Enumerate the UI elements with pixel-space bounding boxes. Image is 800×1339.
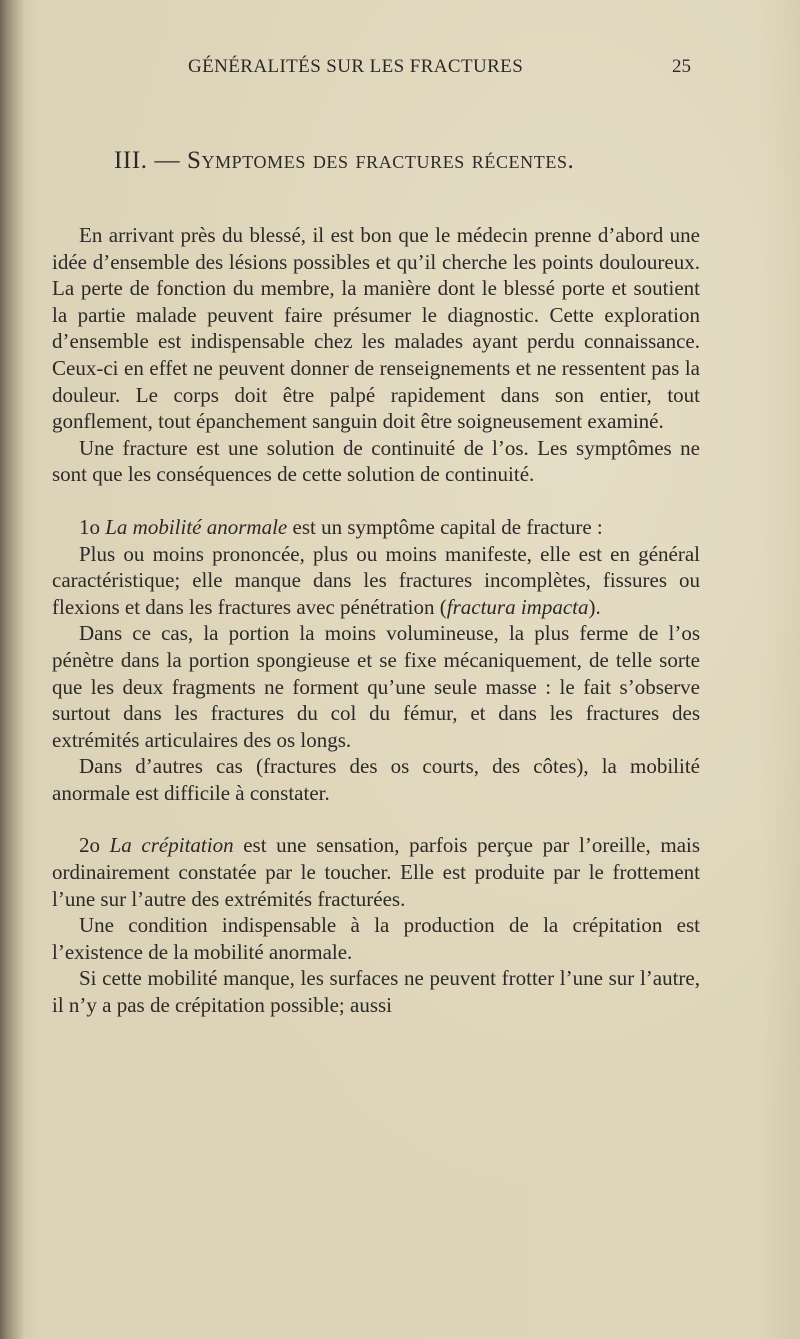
item-number: 1o <box>79 514 100 539</box>
paragraph-crepitation: 2o La crépitation est une sensation, parfois perçue par l’oreille, mais ordinairement constatée par le toucher. Elle est produite par le frottement l’une sur l’autre des extrémités fracturées. <box>52 833 701 911</box>
paragraph: Une fracture est une solution de continuité de l’os. Les symptômes ne sont que les conséquences de cette solution de continuité. <box>52 435 700 487</box>
section-dash: — <box>154 147 181 174</box>
page-gutter-shadow <box>0 0 24 1339</box>
paragraph-mobilite: 1o La mobilité anormale est un symptôme capital de fracture : <box>79 514 603 539</box>
section-title: Symptomes des fractures récentes. <box>186 147 575 174</box>
term-crepitation: La crépitation <box>109 833 234 858</box>
running-title: GÉNÉRALITÉS SUR LES FRACTURES <box>188 56 524 77</box>
paragraph: Dans d’autres cas (fractures des os courts, des côtes), la mobilité anormale est difficile à constater. <box>52 754 700 805</box>
term-fractura-impacta: fractura impacta <box>446 594 589 619</box>
page-header <box>0 56 800 82</box>
body-text <box>52 222 700 1019</box>
paragraph: En arrivant près du blessé, il est bon que le médecin prenne d’abord une idée d’ensemble des lésions possibles et qu’il cherche les points douloureux. La perte de fonction du membre, la manière dont le blessé porte et soutient la partie malade peuvent faire présumer le diagnostic. Cette exploration d’ensemble est indispensable chez les malades ayant perdu connaissance. Ceux-ci en effet ne peuvent donner de renseignements et ne ressentent pas la douleur. Le corps doit être palpé rapidement dans son entier, tout gonflement, tout épanchement sanguin doit être soigneusement examiné. <box>52 223 700 434</box>
section-number: III. <box>114 147 148 174</box>
paragraph: Si cette mobilité manque, les surfaces ne peuvent frotter l’une sur l’autre, il n’y a pas de crépitation possible; aussi <box>52 966 700 1018</box>
page-number: 25 <box>672 56 691 77</box>
term-mobilite-anormale: La mobilité anormale <box>105 514 288 539</box>
item-number: 2o <box>79 833 100 858</box>
paragraph: Une condition indispensable à la production de la crépitation est l’existence de la mobilité anormale. <box>52 913 700 964</box>
paragraph: Dans ce cas, la portion la moins volumineuse, la plus ferme de l’os pénètre dans la portion spongieuse et se fixe mécaniquement, de telle sorte que les deux fragments ne forment qu’une seule masse : le fait s’observe surtout dans les fractures du col du fémur, et dans les fractures des extrémités articulaires des os longs. <box>52 621 700 752</box>
paragraph: Plus ou moins prononcée, plus ou moins manifeste, elle est en général caractéristique; elle manque dans les fractures incomplètes, fissures ou flexions et dans les fractures avec pénétration (fractura impacta). <box>52 541 700 619</box>
section-heading <box>114 147 574 175</box>
